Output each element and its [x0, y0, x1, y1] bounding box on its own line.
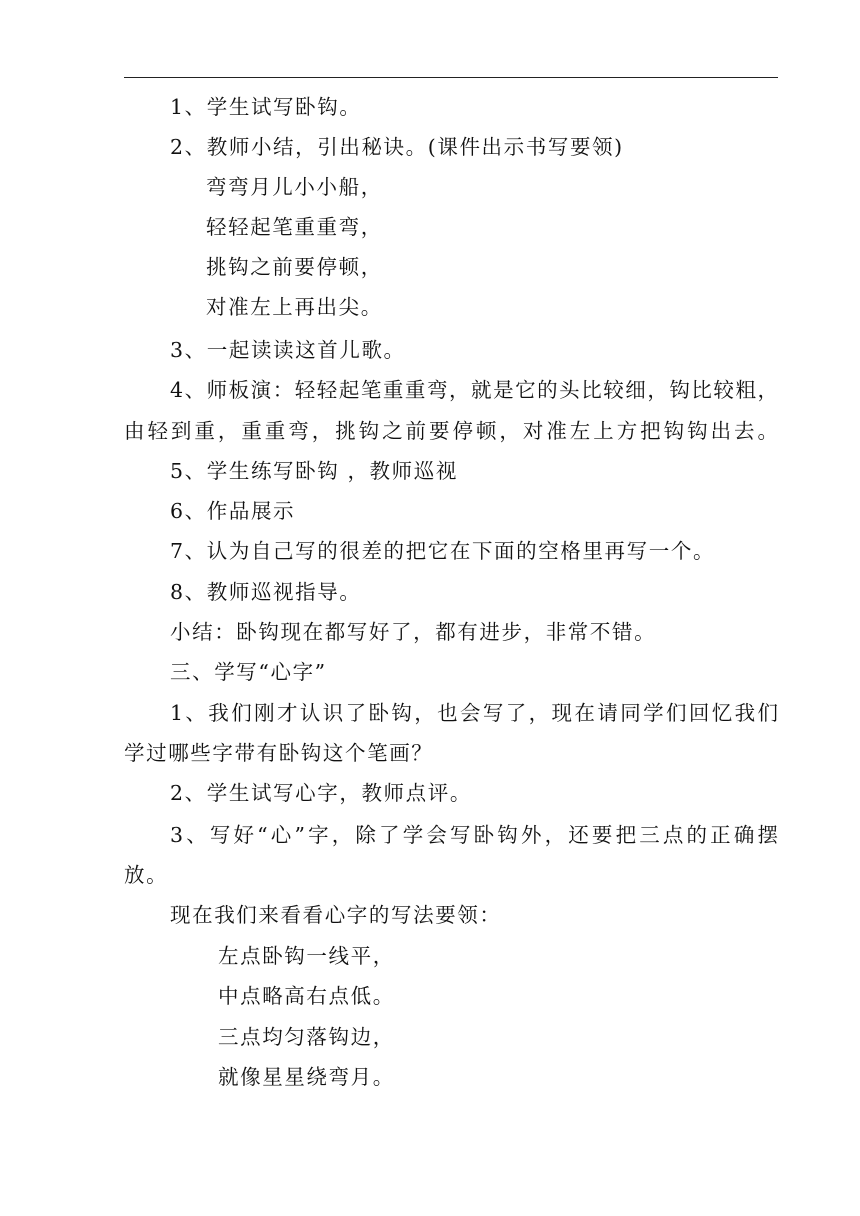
- text-line: 放。: [124, 863, 169, 887]
- text-line: 3、一起读读这首儿歌。: [170, 338, 406, 362]
- text-line: 4、师板演：轻轻起笔重重弯，就是它的头比较细，钩比较粗，: [170, 378, 778, 402]
- text-line: 现在我们来看看心字的写法要领：: [170, 903, 502, 927]
- poem-line: 就像星星绕弯月。: [218, 1065, 395, 1089]
- header-rule: [124, 77, 778, 78]
- poem-line: 弯弯月儿小小船，: [206, 175, 383, 199]
- text-line: 3、写好“心”字，除了学会写卧钩外，还要把三点的正确摆: [170, 823, 778, 847]
- text-line: 8、教师巡视指导。: [170, 580, 362, 604]
- text-line: 6、作品展示: [170, 499, 296, 523]
- section-heading: 三、学写“心字”: [170, 660, 327, 684]
- text-line: 2、学生试写心字，教师点评。: [170, 781, 472, 805]
- text-line: 学过哪些字带有卧钩这个笔画？: [124, 741, 434, 765]
- poem-line: 三点均匀落钩边，: [218, 1025, 395, 1049]
- text-line: 1、我们刚才认识了卧钩，也会写了，现在请同学们回忆我们: [170, 701, 778, 725]
- poem-line: 挑钩之前要停顿，: [206, 255, 383, 279]
- text-line: 7、认为自己写的很差的把它在下面的空格里再写一个。: [170, 539, 716, 563]
- poem-line: 中点略高右点低。: [218, 984, 395, 1008]
- text-line: 由轻到重，重重弯，挑钩之前要停顿，对准左上方把钩钩出去。: [124, 419, 778, 443]
- poem-line: 对准左上再出尖。: [206, 295, 383, 319]
- text-line: 5、学生练写卧钩 ，教师巡视: [170, 459, 458, 483]
- poem-line: 轻轻起笔重重弯，: [206, 215, 383, 239]
- text-line: 2、教师小结，引出秘诀。(课件出示书写要领): [170, 135, 624, 159]
- text-line: 1、学生试写卧钩。: [170, 95, 362, 119]
- text-line: 小结：卧钩现在都写好了，都有进步，非常不错。: [170, 620, 657, 644]
- poem-line: 左点卧钩一线平，: [218, 944, 395, 968]
